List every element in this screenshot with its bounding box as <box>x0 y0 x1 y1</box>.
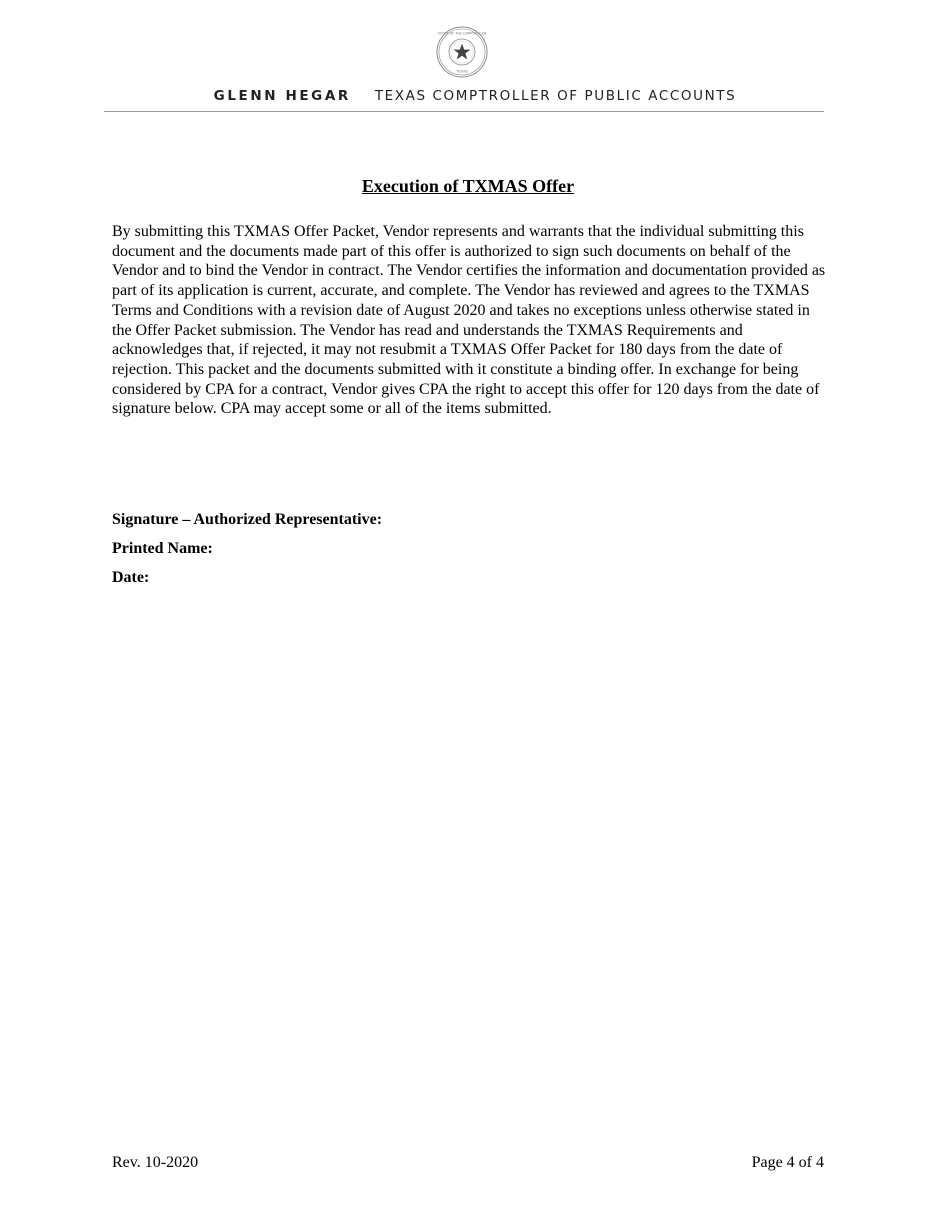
revision-label: Rev. 10-2020 <box>112 1154 199 1171</box>
svg-text:OFFICE OF THE COMPTROLLER: OFFICE OF THE COMPTROLLER <box>437 31 487 36</box>
letterhead <box>0 88 950 104</box>
official-name: GLENN HEGAR <box>213 88 351 104</box>
office-title: TEXAS COMPTROLLER OF PUBLIC ACCOUNTS <box>374 88 737 104</box>
page-title: Execution of TXMAS Offer <box>361 176 575 196</box>
printed-name-label: Printed Name: <box>112 540 213 557</box>
comptroller-seal-logo <box>436 26 488 78</box>
date-label: Date: <box>112 569 150 586</box>
header-divider <box>104 111 824 112</box>
page-number: Page 4 of 4 <box>751 1154 824 1171</box>
offer-statement: By submitting this TXMAS Offer Packet, Vendor represents and warrants that the individual submitting this document and the documents made part of this offer is authorized to sign such documents on behalf of the Vendor and to bind the Vendor in contract. The Vendor certifies the information and documentation provided as part of its application is current, accurate, and complete. The Vendor has reviewed and agrees to the TXMAS Terms and Conditions with a revision date of August 2020 and takes no exceptions unless otherwise stated in the Offer Packet submission. The Vendor has read and understands the TXMAS Requirements and acknowledges that, if rejected, it may not resubmit a TXMAS Offer Packet for 180 days from the date of rejection. This packet and the documents submitted with it constitute a binding offer. In exchange for being considered by CPA for a contract, Vendor gives CPA the right to accept this offer for 120 days from the date of signature below. CPA may accept some or all of the items submitted. <box>112 223 826 418</box>
signature-label: Signature – Authorized Representative: <box>112 511 383 528</box>
svg-text:TEXAS: TEXAS <box>456 69 468 74</box>
